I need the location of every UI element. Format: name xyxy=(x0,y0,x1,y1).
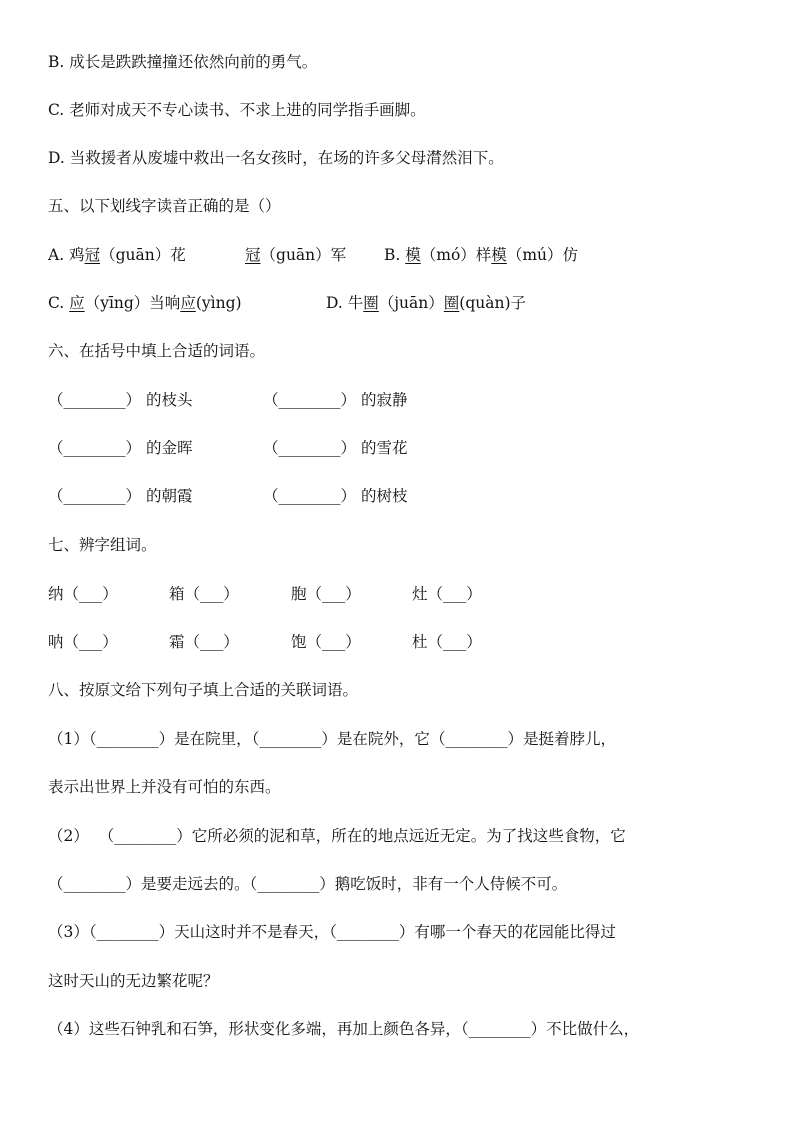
option-c-line: C. 老师对成天不专心读书、不求上进的同学指手画脚。 xyxy=(48,101,426,119)
fill-blank[interactable]: （________） xyxy=(429,730,523,748)
fill-blank[interactable]: （___） xyxy=(63,633,118,651)
q5-row-ab-right: B. 模（mó）样模（mú）仿 xyxy=(384,246,578,264)
q5-row-cd-left: C. 应（yīng）当响应(yìng) xyxy=(48,294,242,312)
fill-blank[interactable]: （________） xyxy=(88,923,175,941)
q7-item: 灶（___） xyxy=(412,585,482,603)
q7-item: 杜（___） xyxy=(412,633,482,651)
fill-blank[interactable]: （________） xyxy=(88,730,175,748)
q6-item: （________） 的金晖 xyxy=(48,439,193,457)
q6-item: （________） 的雪花 xyxy=(263,439,408,457)
fill-blank[interactable]: （________） xyxy=(263,439,357,457)
fill-blank[interactable]: （________） xyxy=(48,439,142,457)
q6-item: （________） 的寂静 xyxy=(263,391,408,409)
q6-item: （________） 的朝霞 xyxy=(48,487,193,505)
fill-blank[interactable]: （___） xyxy=(184,585,239,603)
option-b-line: B. 成长是跌跌撞撞还依然向前的勇气。 xyxy=(48,53,318,71)
q5-row-ab-mid: 冠（guān）军 xyxy=(245,246,347,264)
fill-blank[interactable]: （________） xyxy=(251,730,337,748)
underlined-char: 冠 xyxy=(245,246,261,264)
fill-blank[interactable]: （________） xyxy=(48,875,142,893)
q8-sentence-4: （4）这些石钟乳和石笋，形状变化多端，再加上颜色各异，（________）不比做什么， xyxy=(48,1020,640,1038)
q6-item: （________） 的树枝 xyxy=(263,487,408,505)
q8-sentence-2-cont: （________）是要走远去的。（________）鹅吃饭时，非有一个人侍候不可。 xyxy=(48,875,568,893)
fill-blank[interactable]: （________） xyxy=(263,487,357,505)
fill-blank[interactable]: （___） xyxy=(427,585,482,603)
q7-item: 纳（___） xyxy=(48,585,118,603)
fill-blank[interactable]: （________） xyxy=(98,827,192,845)
underlined-char: 应 xyxy=(180,294,196,312)
underlined-char: 圈 xyxy=(443,294,460,312)
section-5-title: 五、以下划线字读音正确的是（） xyxy=(48,197,281,215)
q8-sentence-3: （3）（________）天山这时并不是春天，（________）有哪一个春天的花园能比得过 xyxy=(48,923,616,941)
q7-item: 饱（___） xyxy=(291,633,361,651)
underlined-char: 应 xyxy=(69,294,85,312)
fill-blank[interactable]: （________） xyxy=(329,923,415,941)
q8-sentence-3-cont: 这时天山的无边繁花呢？ xyxy=(48,972,219,990)
fill-blank[interactable]: （________） xyxy=(48,391,142,409)
q5-row-cd-right: D. 牛圈（juān）圈(quàn)子 xyxy=(326,294,527,312)
underlined-char: 冠 xyxy=(84,246,101,264)
q7-item: 箱（___） xyxy=(169,585,239,603)
q7-item: 胞（___） xyxy=(291,585,361,603)
underlined-char: 模 xyxy=(405,246,421,264)
q8-sentence-1-cont: 表示出世界上并没有可怕的东西。 xyxy=(48,778,281,796)
underlined-char: 模 xyxy=(491,246,507,264)
fill-blank[interactable]: （___） xyxy=(184,633,239,651)
fill-blank[interactable]: （___） xyxy=(306,585,361,603)
fill-blank[interactable]: （________） xyxy=(263,391,357,409)
q5-row-ab-left: A. 鸡冠（guān）花 xyxy=(48,246,186,264)
q6-item: （________） 的枝头 xyxy=(48,391,193,409)
fill-blank[interactable]: （___） xyxy=(63,585,118,603)
fill-blank[interactable]: （___） xyxy=(306,633,361,651)
option-d-line: D. 当救援者从废墟中救出一名女孩时，在场的许多父母潸然泪下。 xyxy=(48,149,504,167)
q7-item: 霜（___） xyxy=(169,633,239,651)
fill-blank[interactable]: （___） xyxy=(427,633,482,651)
q8-sentence-2: （2） （________）它所必须的泥和草，所在的地点远近无定。为了找这些食物，它 xyxy=(48,827,626,845)
section-8-title: 八、按原文给下列句子填上合适的关联词语。 xyxy=(48,681,359,699)
fill-blank[interactable]: （________） xyxy=(460,1020,547,1038)
section-7-title: 七、辨字组词。 xyxy=(48,536,157,554)
section-6-title: 六、在括号中填上合适的词语。 xyxy=(48,342,266,360)
fill-blank[interactable]: （________） xyxy=(249,875,335,893)
q7-item: 呐（___） xyxy=(48,633,118,651)
fill-blank[interactable]: （________） xyxy=(48,487,142,505)
underlined-char: 圈 xyxy=(363,294,379,312)
q8-sentence-1: （1）（________）是在院里，（________）是在院外，它（________）是挺着脖儿， xyxy=(48,730,616,748)
